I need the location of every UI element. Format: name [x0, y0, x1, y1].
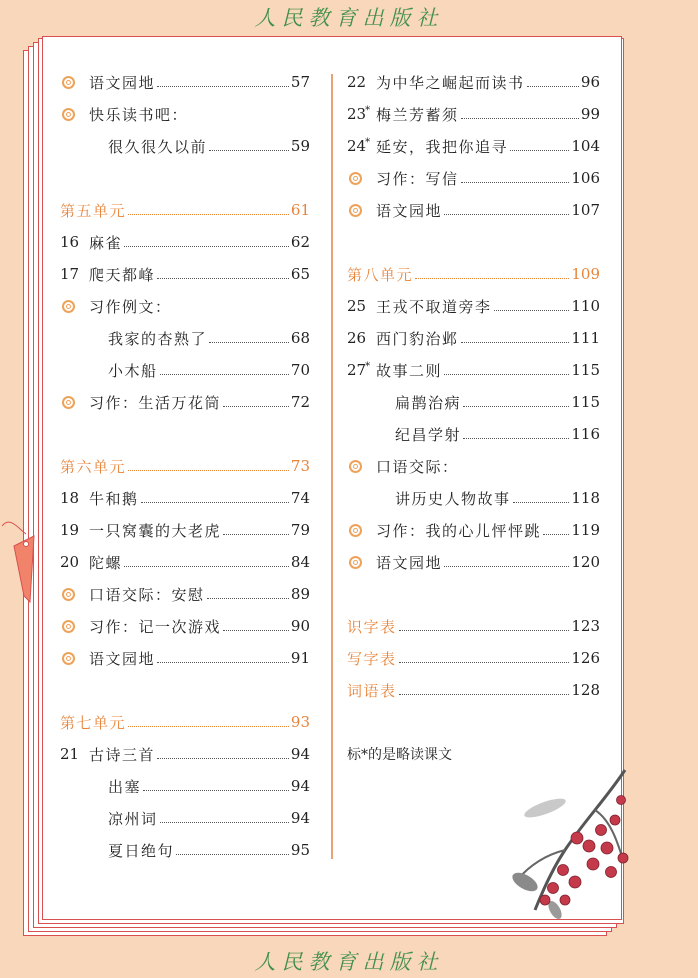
- toc-entry[interactable]: [347, 162, 600, 194]
- page-number: 115: [571, 393, 600, 411]
- dot-leader: [399, 662, 570, 663]
- entry-title: 很久很久以前: [108, 137, 208, 156]
- dot-leader: [143, 790, 289, 791]
- dot-leader: [160, 374, 289, 375]
- page-number: 61: [290, 201, 310, 219]
- toc-entry[interactable]: [347, 450, 600, 482]
- toc-entry[interactable]: [347, 514, 600, 546]
- dot-leader: [209, 150, 289, 151]
- skim-reading-star: *: [365, 137, 371, 148]
- toc-entry[interactable]: [60, 290, 310, 322]
- toc-entry[interactable]: [347, 546, 600, 578]
- entry-title: 第五单元: [60, 201, 127, 220]
- page-number: 120: [571, 553, 600, 571]
- dot-leader: [461, 118, 579, 119]
- entry-title: 习作例文：: [89, 297, 172, 316]
- bullet-circle-icon: [349, 556, 362, 569]
- toc-entry[interactable]: [60, 738, 310, 770]
- page-number: 106: [571, 169, 600, 187]
- bookmark-tag-icon: [0, 506, 40, 606]
- dot-leader: [461, 182, 570, 183]
- entry-title: 语文园地: [376, 553, 443, 572]
- dot-leader: [399, 694, 570, 695]
- dot-leader: [157, 662, 289, 663]
- unit-heading[interactable]: [60, 194, 310, 226]
- page-number: 74: [290, 489, 310, 507]
- appendix-entry[interactable]: [347, 642, 600, 674]
- toc-entry[interactable]: [60, 610, 310, 642]
- entry-title: 爬天都峰: [89, 265, 156, 284]
- page-number: 84: [290, 553, 310, 571]
- dot-leader: [444, 374, 569, 375]
- dot-leader: [141, 502, 289, 503]
- dot-leader: [415, 278, 569, 279]
- lesson-number: 17: [60, 265, 80, 283]
- toc-entry[interactable]: [60, 642, 310, 674]
- page-number: 119: [571, 521, 600, 539]
- toc-subentry[interactable]: [60, 322, 310, 354]
- dot-leader: [461, 342, 570, 343]
- page-number: 93: [290, 713, 310, 731]
- unit-heading[interactable]: [60, 450, 310, 482]
- dot-leader: [223, 406, 289, 407]
- page-number: 79: [290, 521, 310, 539]
- lesson-number: 22: [347, 73, 367, 91]
- entry-title: 写字表: [347, 649, 397, 668]
- toc-entry[interactable]: [60, 546, 310, 578]
- page-number: 59: [290, 137, 310, 155]
- toc-subentry[interactable]: [347, 418, 600, 450]
- entry-title: 麻雀: [89, 233, 123, 252]
- page-number: 94: [290, 809, 310, 827]
- toc-entry[interactable]: [60, 386, 310, 418]
- page-number: 70: [290, 361, 310, 379]
- bullet-circle-icon: [349, 204, 362, 217]
- lesson-number: 25: [347, 297, 367, 315]
- lesson-number: 20: [60, 553, 80, 571]
- toc-entry[interactable]: [347, 66, 600, 98]
- bullet-circle-icon: [349, 172, 362, 185]
- entry-title: 识字表: [347, 617, 397, 636]
- entry-title: 古诗三首: [89, 745, 156, 764]
- toc-subentry[interactable]: [60, 770, 310, 802]
- entry-title: 扁鹊治病: [395, 393, 462, 412]
- toc-entry[interactable]: [347, 98, 600, 130]
- entry-title: 语文园地: [89, 73, 156, 92]
- dot-leader: [157, 86, 289, 87]
- dot-leader: [543, 534, 569, 535]
- lesson-number: 23*: [347, 105, 371, 123]
- entry-title: 纪昌学射: [395, 425, 462, 444]
- page-number: 90: [290, 617, 310, 635]
- page-number: 65: [290, 265, 310, 283]
- toc-subentry[interactable]: [60, 130, 310, 162]
- dot-leader: [124, 566, 289, 567]
- bullet-circle-icon: [62, 108, 75, 121]
- lesson-number: 18: [60, 489, 80, 507]
- dot-leader: [176, 854, 289, 855]
- entry-title: 讲历史人物故事: [395, 489, 511, 508]
- page-number: 104: [571, 137, 600, 155]
- page-number: 68: [290, 329, 310, 347]
- entry-title: 延安，我把你追寻: [376, 137, 509, 156]
- entry-title: 第六单元: [60, 457, 127, 476]
- lesson-number: 16: [60, 233, 80, 251]
- toc-entry[interactable]: [60, 514, 310, 546]
- dot-leader: [510, 150, 569, 151]
- toc-subentry[interactable]: [60, 802, 310, 834]
- lesson-number: 27*: [347, 361, 371, 379]
- toc-entry[interactable]: [347, 194, 600, 226]
- toc-spacer: [347, 578, 600, 610]
- toc-spacer: [347, 706, 600, 738]
- entry-title: 牛和鹅: [89, 489, 139, 508]
- page-number: 73: [290, 457, 310, 475]
- entry-title: 语文园地: [376, 201, 443, 220]
- entry-title: 习作：生活万花筒: [89, 393, 222, 412]
- toc-entry[interactable]: [347, 322, 600, 354]
- entry-title: 口语交际：: [376, 457, 459, 476]
- toc-entry[interactable]: [347, 290, 600, 322]
- dot-leader: [463, 438, 569, 439]
- dot-leader: [463, 406, 569, 407]
- dot-leader: [209, 342, 289, 343]
- toc-subentry[interactable]: [347, 386, 600, 418]
- entry-title: 出塞: [108, 777, 142, 796]
- toc-spacer: [60, 418, 310, 450]
- dot-leader: [128, 726, 289, 727]
- entry-title: 习作：写信: [376, 169, 459, 188]
- dot-leader: [128, 214, 289, 215]
- toc-footnote: 标*的是略读课文: [347, 747, 452, 763]
- bullet-circle-icon: [62, 76, 75, 89]
- unit-heading[interactable]: [347, 258, 600, 290]
- dot-leader: [513, 502, 570, 503]
- bullet-circle-icon: [62, 588, 75, 601]
- bullet-circle-icon: [62, 620, 75, 633]
- page-number: 123: [571, 617, 600, 635]
- dot-leader: [444, 566, 569, 567]
- lesson-number: 21: [60, 745, 80, 763]
- entry-title: 西门豹治邺: [376, 329, 459, 348]
- page-number: 109: [571, 265, 600, 283]
- page-number: 110: [571, 297, 600, 315]
- entry-title: 小木船: [108, 361, 158, 380]
- skim-reading-star: *: [365, 105, 371, 116]
- toc-entry[interactable]: [60, 66, 310, 98]
- page-number: 91: [290, 649, 310, 667]
- toc-entry[interactable]: [60, 578, 310, 610]
- toc-subentry[interactable]: [60, 834, 310, 866]
- toc-subentry[interactable]: [347, 482, 600, 514]
- bullet-circle-icon: [349, 460, 362, 473]
- dot-leader: [223, 630, 289, 631]
- dot-leader: [160, 822, 289, 823]
- toc-entry[interactable]: [347, 354, 600, 386]
- lesson-number: 24*: [347, 137, 371, 155]
- page-number: 94: [290, 777, 310, 795]
- lesson-number: 19: [60, 521, 80, 539]
- entry-title: 快乐读书吧：: [89, 105, 189, 124]
- entry-title: 第七单元: [60, 713, 127, 732]
- page-number: 107: [571, 201, 600, 219]
- dot-leader: [399, 630, 570, 631]
- entry-title: 为中华之崛起而读书: [376, 73, 525, 92]
- page-number: 126: [571, 649, 600, 667]
- page-number: 96: [580, 73, 600, 91]
- page-number: 62: [290, 233, 310, 251]
- page-number: 72: [290, 393, 310, 411]
- entry-title: 习作：记一次游戏: [89, 617, 222, 636]
- page-number: 95: [290, 841, 310, 859]
- toc-entry[interactable]: [60, 258, 310, 290]
- entry-title: 陀螺: [89, 553, 123, 572]
- dot-leader: [124, 246, 289, 247]
- toc-spacer: [60, 162, 310, 194]
- entry-title: 第八单元: [347, 265, 414, 284]
- entry-title: 一只窝囊的大老虎: [89, 521, 222, 540]
- bullet-circle-icon: [62, 300, 75, 313]
- bullet-circle-icon: [62, 652, 75, 665]
- publisher-logo-top: 人民教育出版社: [254, 6, 444, 30]
- lesson-number: 26: [347, 329, 367, 347]
- toc-entry[interactable]: [347, 130, 600, 162]
- dot-leader: [527, 86, 579, 87]
- entry-title: 梅兰芳蓄须: [376, 105, 459, 124]
- entry-title: 凉州词: [108, 809, 158, 828]
- entry-title: 我家的杏熟了: [108, 329, 208, 348]
- toc-left-column: [60, 66, 310, 866]
- toc-entry[interactable]: [60, 98, 310, 130]
- dot-leader: [157, 758, 289, 759]
- page-number: 89: [290, 585, 310, 603]
- bullet-circle-icon: [349, 524, 362, 537]
- dot-leader: [444, 214, 569, 215]
- page-number: 115: [571, 361, 600, 379]
- appendix-entry[interactable]: [347, 610, 600, 642]
- entry-title: 语文园地: [89, 649, 156, 668]
- toc-entry[interactable]: [60, 226, 310, 258]
- entry-title: 词语表: [347, 681, 397, 700]
- toc-right-column: [347, 66, 600, 770]
- entry-title: 王戎不取道旁李: [376, 297, 492, 316]
- page-number: 128: [571, 681, 600, 699]
- publisher-logo-bottom: 人民教育出版社: [254, 950, 444, 974]
- toc-entry[interactable]: [60, 482, 310, 514]
- toc-subentry[interactable]: [60, 354, 310, 386]
- page-number: 94: [290, 745, 310, 763]
- page-number: 111: [571, 329, 600, 347]
- dot-leader: [223, 534, 289, 535]
- page-number: 99: [580, 105, 600, 123]
- unit-heading[interactable]: [60, 706, 310, 738]
- column-divider: [331, 74, 333, 859]
- dot-leader: [207, 598, 289, 599]
- page-number: 57: [290, 73, 310, 91]
- toc-spacer: [60, 674, 310, 706]
- bullet-circle-icon: [62, 396, 75, 409]
- toc-spacer: [347, 226, 600, 258]
- dot-leader: [494, 310, 570, 311]
- dot-leader: [128, 470, 289, 471]
- entry-title: 习作：我的心儿怦怦跳: [376, 521, 542, 540]
- skim-reading-star: *: [365, 361, 371, 372]
- page-number: 116: [571, 425, 600, 443]
- entry-title: 夏日绝句: [108, 841, 175, 860]
- page-number: 118: [571, 489, 600, 507]
- entry-title: 故事二则: [376, 361, 443, 380]
- entry-title: 口语交际：安慰: [89, 585, 205, 604]
- dot-leader: [157, 278, 289, 279]
- appendix-entry[interactable]: [347, 674, 600, 706]
- berry-branch-illustration-icon: [505, 760, 635, 940]
